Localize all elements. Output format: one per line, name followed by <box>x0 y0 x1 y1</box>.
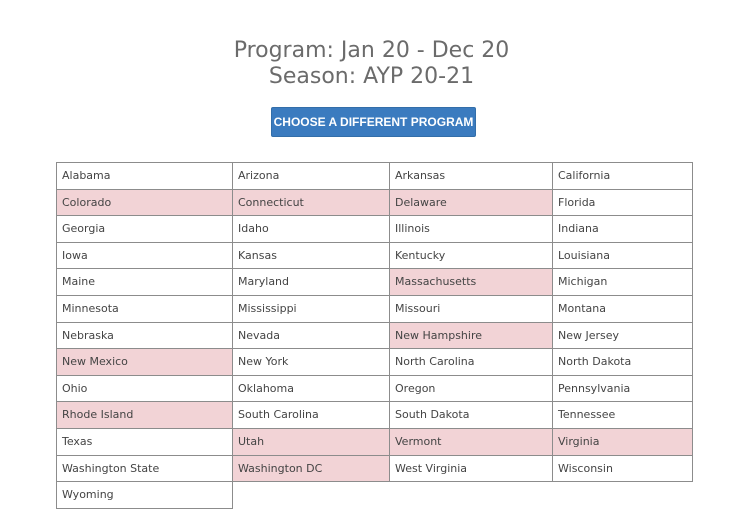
state-cell[interactable]: Missouri <box>390 296 553 323</box>
state-cell[interactable]: Washington State <box>57 456 233 483</box>
state-cell[interactable]: Georgia <box>57 216 233 243</box>
state-cell[interactable]: Oklahoma <box>233 376 390 403</box>
state-cell[interactable]: Arizona <box>233 163 390 190</box>
state-cell[interactable]: Delaware <box>390 190 553 217</box>
state-cell[interactable]: Kentucky <box>390 243 553 270</box>
program-header <box>0 38 743 90</box>
state-cell[interactable]: Oregon <box>390 376 553 403</box>
state-cell[interactable]: Texas <box>57 429 233 456</box>
state-cell[interactable]: Ohio <box>57 376 233 403</box>
state-cell[interactable]: Mississippi <box>233 296 390 323</box>
state-cell[interactable]: Arkansas <box>390 163 553 190</box>
state-grid <box>56 162 693 509</box>
state-cell[interactable]: West Virginia <box>390 456 553 483</box>
state-cell[interactable]: Maine <box>57 269 233 296</box>
state-cell[interactable]: Florida <box>553 190 693 217</box>
state-cell[interactable]: Utah <box>233 429 390 456</box>
state-cell[interactable]: Minnesota <box>57 296 233 323</box>
state-cell[interactable]: Rhode Island <box>57 402 233 429</box>
state-cell[interactable]: North Dakota <box>553 349 693 376</box>
state-cell[interactable]: Nebraska <box>57 323 233 350</box>
state-cell[interactable]: Michigan <box>553 269 693 296</box>
state-cell[interactable]: Idaho <box>233 216 390 243</box>
state-cell[interactable]: Wisconsin <box>553 456 693 483</box>
state-cell[interactable]: New Hampshire <box>390 323 553 350</box>
state-cell[interactable]: Vermont <box>390 429 553 456</box>
state-cell[interactable]: New York <box>233 349 390 376</box>
choose-program-button[interactable]: CHOOSE A DIFFERENT PROGRAM <box>271 107 476 137</box>
state-cell[interactable]: Colorado <box>57 190 233 217</box>
state-cell[interactable]: Wyoming <box>57 482 233 509</box>
state-cell[interactable]: South Dakota <box>390 402 553 429</box>
state-cell[interactable]: Massachusetts <box>390 269 553 296</box>
state-cell[interactable]: Indiana <box>553 216 693 243</box>
state-cell[interactable]: Washington DC <box>233 456 390 483</box>
state-cell[interactable]: Connecticut <box>233 190 390 217</box>
program-title: Program: Jan 20 - Dec 20 <box>233 38 510 63</box>
state-cell[interactable]: Nevada <box>233 323 390 350</box>
state-cell[interactable]: North Carolina <box>390 349 553 376</box>
state-cell[interactable]: California <box>553 163 693 190</box>
state-cell[interactable]: New Mexico <box>57 349 233 376</box>
state-cell[interactable]: Kansas <box>233 243 390 270</box>
state-cell[interactable]: Montana <box>553 296 693 323</box>
state-cell[interactable]: Louisiana <box>553 243 693 270</box>
state-cell[interactable]: Virginia <box>553 429 693 456</box>
state-cell[interactable]: Illinois <box>390 216 553 243</box>
state-cell[interactable]: Tennessee <box>553 402 693 429</box>
state-cell[interactable]: Iowa <box>57 243 233 270</box>
state-cell[interactable]: Pennsylvania <box>553 376 693 403</box>
state-cell[interactable]: Maryland <box>233 269 390 296</box>
state-cell[interactable]: Alabama <box>57 163 233 190</box>
state-cell[interactable]: South Carolina <box>233 402 390 429</box>
season-title: Season: AYP 20-21 <box>268 64 475 89</box>
state-cell[interactable]: New Jersey <box>553 323 693 350</box>
